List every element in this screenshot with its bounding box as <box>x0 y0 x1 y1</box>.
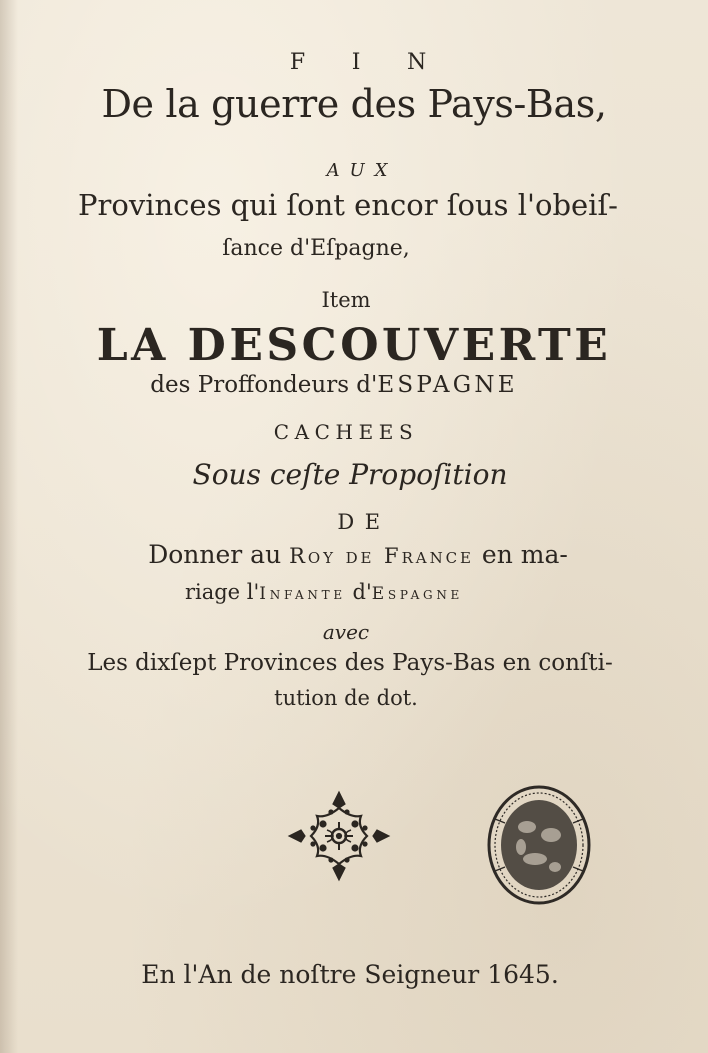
cachees-word: CACHEES <box>273 420 419 444</box>
donner-1-c: en ma- <box>473 540 568 569</box>
descouverte-heading: LA DESCOUVERTE <box>96 320 612 371</box>
proffondeurs-line <box>0 372 688 398</box>
provinces-line-1: Provinces qui ſont encor ſous l'obeiſ- <box>78 188 618 222</box>
donner-line-1 <box>4 540 708 569</box>
fleuron-ornament-icon <box>283 786 395 886</box>
donner-1-roy: Roy de France <box>289 544 474 568</box>
dixsept-line-1: Les dixſept Provinces des Pays-Bas en conſti- <box>87 650 613 676</box>
title-aux: AUX <box>326 160 398 181</box>
donner-line-2 <box>0 580 678 604</box>
donner-2-a: riage l' <box>184 580 260 604</box>
avec-word: avec <box>322 620 370 644</box>
title-fin: F I N <box>289 50 447 75</box>
donner-2-infante: Infante <box>259 584 346 604</box>
proffondeurs-espagne: ESPAGNE <box>377 372 518 398</box>
item-word: Item <box>321 288 371 312</box>
sous-proposition: Sous ceſte Propoſition <box>192 458 508 491</box>
dixsept-line-2: tution de dot. <box>274 686 418 710</box>
donner-1-a: Donner au <box>148 540 290 569</box>
proffondeurs-prefix: des Proffondeurs d' <box>150 372 378 398</box>
provinces-line-2: ſance d'Eſpagne, <box>222 236 410 261</box>
donner-2-c: d' <box>345 580 372 604</box>
title-guerre: De la guerre des Pays-Bas, <box>101 82 607 126</box>
imprint-line: En l'An de noſtre Seigneur 1645. <box>141 960 559 989</box>
de-word: DE <box>337 510 391 534</box>
donner-2-espagne: Espagne <box>371 584 464 604</box>
ink-stamp-icon <box>485 783 593 907</box>
